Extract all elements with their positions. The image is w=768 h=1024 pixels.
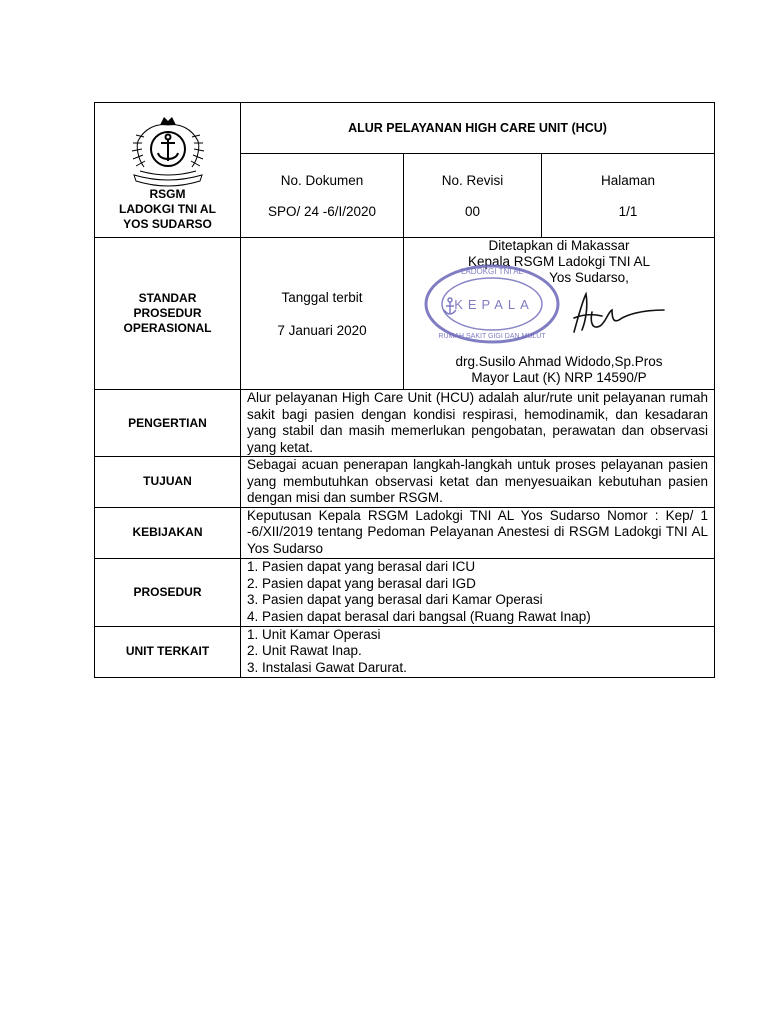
prosedur-item: 3. Pasien dapat yang berasal dari Kamar Operasi [247,592,543,607]
kebijakan-text: Keputusan Kepala RSGM Ladokgi TNI AL Yos Sudarso Nomor : Kep/ 1 -6/XII/2019 tentang Pedoman Pelayanan Anestesi di RSGM Ladokgi TNI AL Yos Sudarso [241,507,715,558]
prosedur-label: PROSEDUR [95,558,241,626]
unit-item: 3. Instalasi Gawat Darurat. [247,659,407,675]
doc-number-label: No. Dokumen [280,172,364,188]
prosedur-list [241,558,715,626]
issue-date-label: Tanggal terbit [281,289,363,305]
approval-line3: Yos Sudarso, [549,270,629,285]
page-value: 1/1 [618,203,638,219]
unit-terkait-label: UNIT TERKAIT [95,626,241,677]
org-name-line3: YOS SUDARSO [123,217,212,231]
approval-line1: Ditetapkan di Makassar [488,238,630,253]
spo-document-table [94,102,715,678]
kebijakan-label: KEBIJAKAN [95,507,241,558]
spo-label-cell [95,238,241,390]
approval-line2: Kepala RSGM Ladokgi TNI AL [467,254,651,269]
revision-value: 00 [464,203,481,219]
issue-date-cell [241,238,404,390]
signature-mark [552,288,672,338]
signer-rank: Mayor Laut (K) NRP 14590/P [471,370,647,385]
svg-text:KEPALA: KEPALA [454,297,534,312]
unit-terkait-list [241,626,715,677]
spo-label-line2: PROSEDUR [133,306,202,320]
header-org-cell [95,103,241,238]
svg-text:LADOKGI TNI AL: LADOKGI TNI AL [460,267,524,276]
svg-text:RUMAH SAKIT GIGI DAN MULUT: RUMAH SAKIT GIGI DAN MULUT [438,333,546,340]
page-label: Halaman [601,172,656,188]
doc-number-cell [241,154,404,238]
issue-date-value: 7 Januari 2020 [277,322,367,338]
pengertian-label: PENGERTIAN [95,390,241,457]
unit-item: 2. Unit Rawat Inap. [247,643,362,659]
navy-emblem-logo [126,115,210,191]
org-name-line2: LADOKGI TNI AL [119,202,216,216]
org-name-line1: RSGM [149,187,186,201]
prosedur-item: 2. Pasien dapat yang berasal dari IGD [247,575,476,591]
official-stamp [422,262,562,346]
revision-cell [404,154,542,238]
signer-name: drg.Susilo Ahmad Widodo,Sp.Pros [455,354,663,369]
doc-number-value: SPO/ 24 -6/I/2020 [267,203,377,219]
document-title: ALUR PELAYANAN HIGH CARE UNIT (HCU) [241,103,715,154]
tujuan-label: TUJUAN [95,457,241,508]
tujuan-text: Sebagai acuan penerapan langkah-langkah untuk proses pelayanan pasien yang membutuhkan observasi ketat dan menyesuaikan kebutuhan pasien dengan misi dan sumber RSGM. [241,457,715,508]
prosedur-item: 4. Pasien dapat berasal dari bangsal (Ruang Rawat Inap) [247,608,591,624]
page-cell [542,154,715,238]
approval-cell [404,238,715,390]
revision-label: No. Revisi [441,172,504,188]
unit-item: 1. Unit Kamar Operasi [247,626,381,642]
prosedur-item: 1. Pasien dapat yang berasal dari ICU [247,559,476,574]
spo-label-line3: OPERASIONAL [123,321,212,335]
spo-label-line1: STANDAR [138,291,197,305]
pengertian-text: Alur pelayanan High Care Unit (HCU) adalah alur/rute unit pelayanan rumah sakit bagi pasien dengan kondisi respirasi, hemodinamik, dan kesadaran yang stabil dan masih memerlukan pengobatan, perawatan dan observasi yang ketat. [241,390,715,457]
